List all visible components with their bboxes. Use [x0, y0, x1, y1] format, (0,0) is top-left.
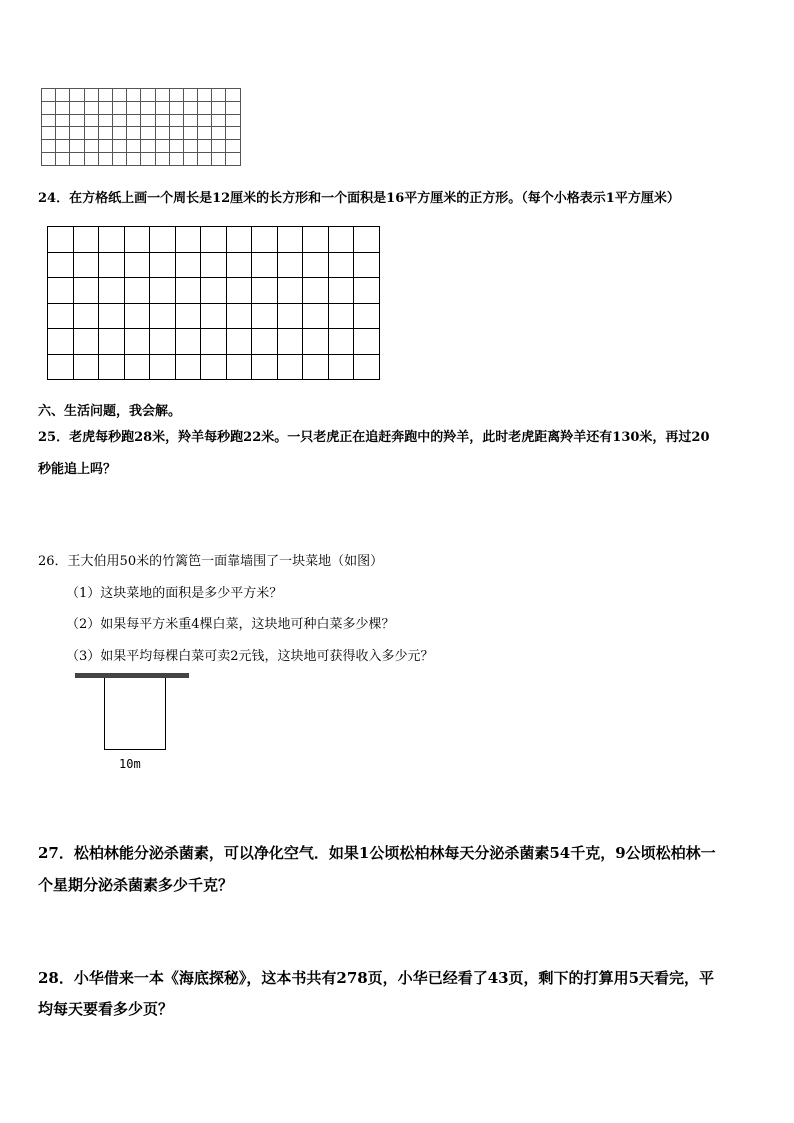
grid-cell [277, 278, 303, 304]
grid-cell [48, 329, 74, 355]
grid-cell [277, 252, 303, 278]
grid-cell [303, 278, 329, 304]
grid-cell [127, 152, 141, 165]
grid-cell [98, 114, 112, 127]
grid-cell [141, 89, 155, 102]
grid-cell [141, 127, 155, 140]
grid-cell [98, 101, 112, 114]
grid-cell [201, 354, 227, 380]
grid-cell [124, 354, 150, 380]
grid-cell [124, 303, 150, 329]
grid-cell [354, 303, 380, 329]
grid-cell [141, 140, 155, 153]
grid-cell [201, 329, 227, 355]
grid-cell [201, 303, 227, 329]
grid-cell [98, 127, 112, 140]
grid-cell [354, 329, 380, 355]
grid-cell [73, 227, 99, 253]
grid-cell [70, 101, 84, 114]
section6-heading: 六、生活问题，我会解。 [38, 404, 182, 419]
q26-sub2: （2）如果每平方米重4棵白菜，这块地可种白菜多少棵？ [66, 617, 395, 632]
q27-line2: 个星期分泌杀菌素多少千克？ [38, 876, 234, 894]
grid-cell [198, 89, 212, 102]
grid-cell [84, 140, 98, 153]
grid-cell [48, 227, 74, 253]
grid-cell [328, 252, 354, 278]
grid-cell [226, 101, 240, 114]
grid-cell [70, 89, 84, 102]
grid-cell [252, 354, 278, 380]
grid-cell [127, 101, 141, 114]
grid-cell [56, 140, 70, 153]
grid-cell [354, 278, 380, 304]
grid-cell [150, 252, 176, 278]
grid-cell [175, 252, 201, 278]
grid-cell [303, 329, 329, 355]
grid-cell [169, 140, 183, 153]
grid-cell [98, 152, 112, 165]
grid-cell [48, 252, 74, 278]
grid-cell [198, 114, 212, 127]
grid-cell [226, 329, 252, 355]
grid-cell [183, 152, 197, 165]
grid-cell [277, 303, 303, 329]
grid-cell [277, 354, 303, 380]
grid-cell [155, 152, 169, 165]
grid-cell [112, 152, 126, 165]
grid-cell [201, 278, 227, 304]
grid-cell [84, 127, 98, 140]
grid-cell [252, 252, 278, 278]
grid-cell [328, 354, 354, 380]
grid-cell [277, 329, 303, 355]
grid-cell [328, 278, 354, 304]
grid-cell [201, 252, 227, 278]
grid-cell [155, 140, 169, 153]
grid-cell [112, 89, 126, 102]
grid-cell [42, 89, 56, 102]
grid-cell [198, 127, 212, 140]
q26-intro: 26．王大伯用50米的竹篱笆一面靠墙围了一块菜地（如图） [38, 554, 384, 569]
grid-cell [127, 140, 141, 153]
grid-cell [303, 227, 329, 253]
grid-cell [124, 329, 150, 355]
grid-cell [127, 127, 141, 140]
grid-cell [226, 114, 240, 127]
grid-cell [56, 127, 70, 140]
grid-cell [226, 152, 240, 165]
grid-cell [169, 101, 183, 114]
grid-cell [127, 114, 141, 127]
grid-cell [155, 89, 169, 102]
grid-cell [175, 303, 201, 329]
grid-cell [84, 114, 98, 127]
grid-cell [42, 101, 56, 114]
grid-cell [354, 354, 380, 380]
grid-cell [226, 89, 240, 102]
grid-cell [226, 354, 252, 380]
grid-cell [303, 303, 329, 329]
grid-cell [141, 101, 155, 114]
grid-cell [99, 227, 125, 253]
grid-cell [169, 127, 183, 140]
q28-line2: 均每天要看多少页？ [38, 1000, 174, 1018]
grid-cell [73, 329, 99, 355]
grid-cell [226, 127, 240, 140]
grid-cell [124, 227, 150, 253]
grid-cell [150, 329, 176, 355]
q26-sub3: （3）如果平均每棵白菜可卖2元钱，这块地可获得收入多少元？ [66, 649, 434, 664]
grid-cell [98, 140, 112, 153]
grid-cell [150, 354, 176, 380]
grid-cell [226, 303, 252, 329]
grid-cell [42, 127, 56, 140]
grid-cell [175, 329, 201, 355]
q24-text: 24．在方格纸上画一个周长是12厘米的长方形和一个面积是16平方厘米的正方形。（每个小格表示1平方厘米） [38, 191, 680, 206]
grid-cell [73, 354, 99, 380]
grid-cell [42, 140, 56, 153]
q24-grid [47, 226, 380, 380]
grid-cell [112, 114, 126, 127]
grid-cell [73, 252, 99, 278]
q28-line1: 28．小华借来一本《海底探秘》，这本书共有278页，小华已经看了43页，剩下的打算用5天看完，平 [38, 969, 715, 987]
grid-cell [175, 227, 201, 253]
grid-cell [150, 227, 176, 253]
grid-cell [212, 127, 226, 140]
grid-cell [169, 114, 183, 127]
grid-cell [112, 140, 126, 153]
grid-cell [277, 227, 303, 253]
q25-line1: 25．老虎每秒跑28米，羚羊每秒跑22米。一只老虎正在追赶奔跑中的羚羊，此时老虎距离羚羊还有130米，再过20 [38, 430, 710, 445]
grid-cell [42, 152, 56, 165]
grid-cell [252, 329, 278, 355]
grid-cell [183, 89, 197, 102]
grid-cell [183, 101, 197, 114]
grid-cell [155, 127, 169, 140]
grid-cell [252, 303, 278, 329]
grid-cell [212, 89, 226, 102]
grid-cell [56, 101, 70, 114]
grid-cell [354, 252, 380, 278]
vegetable-plot [104, 678, 166, 750]
grid-cell [127, 89, 141, 102]
grid-cell [70, 152, 84, 165]
grid-cell [42, 114, 56, 127]
grid-cell [212, 140, 226, 153]
grid-cell [226, 252, 252, 278]
grid-cell [212, 152, 226, 165]
grid-cell [141, 114, 155, 127]
grid-cell [48, 278, 74, 304]
grid-cell [84, 89, 98, 102]
plot-width-label: 10m [119, 757, 141, 771]
grid-cell [354, 227, 380, 253]
grid-cell [155, 114, 169, 127]
grid-cell [48, 303, 74, 329]
q26-sub1: （1）这块菜地的面积是多少平方米？ [66, 586, 283, 601]
grid-cell [99, 329, 125, 355]
grid-cell [150, 303, 176, 329]
grid-cell [212, 101, 226, 114]
grid-cell [99, 252, 125, 278]
grid-cell [99, 278, 125, 304]
grid-cell [226, 278, 252, 304]
grid-cell [70, 114, 84, 127]
grid-cell [70, 127, 84, 140]
grid-cell [124, 252, 150, 278]
q27-line1: 27．松柏林能分泌杀菌素，可以净化空气．如果1公顷松柏林每天分泌杀菌素54千克，9公顷松柏林一 [38, 844, 716, 862]
grid-cell [150, 278, 176, 304]
grid-cell [183, 114, 197, 127]
grid-cell [169, 89, 183, 102]
grid-cell [328, 303, 354, 329]
grid-cell [183, 127, 197, 140]
grid-cell [175, 278, 201, 304]
grid-cell [169, 152, 183, 165]
grid-cell [198, 140, 212, 153]
grid-cell [98, 89, 112, 102]
grid-cell [252, 278, 278, 304]
grid-cell [56, 114, 70, 127]
grid-cell [155, 101, 169, 114]
grid-cell [252, 227, 278, 253]
grid-cell [112, 101, 126, 114]
grid-cell [73, 303, 99, 329]
grid-cell [141, 152, 155, 165]
grid-cell [73, 278, 99, 304]
grid-cell [198, 101, 212, 114]
grid-cell [201, 227, 227, 253]
grid-cell [198, 152, 212, 165]
grid-cell [56, 152, 70, 165]
grid-cell [303, 252, 329, 278]
grid-cell [84, 101, 98, 114]
grid-cell [56, 89, 70, 102]
grid-cell [212, 114, 226, 127]
grid-cell [48, 354, 74, 380]
grid-cell [226, 227, 252, 253]
grid-cell [99, 303, 125, 329]
top-grid [41, 88, 241, 166]
grid-cell [226, 140, 240, 153]
grid-cell [124, 278, 150, 304]
grid-cell [303, 354, 329, 380]
grid-cell [183, 140, 197, 153]
grid-cell [70, 140, 84, 153]
grid-cell [328, 329, 354, 355]
q25-line2: 秒能追上吗？ [38, 462, 117, 477]
grid-cell [99, 354, 125, 380]
grid-cell [112, 127, 126, 140]
grid-cell [84, 152, 98, 165]
grid-cell [328, 227, 354, 253]
grid-cell [175, 354, 201, 380]
